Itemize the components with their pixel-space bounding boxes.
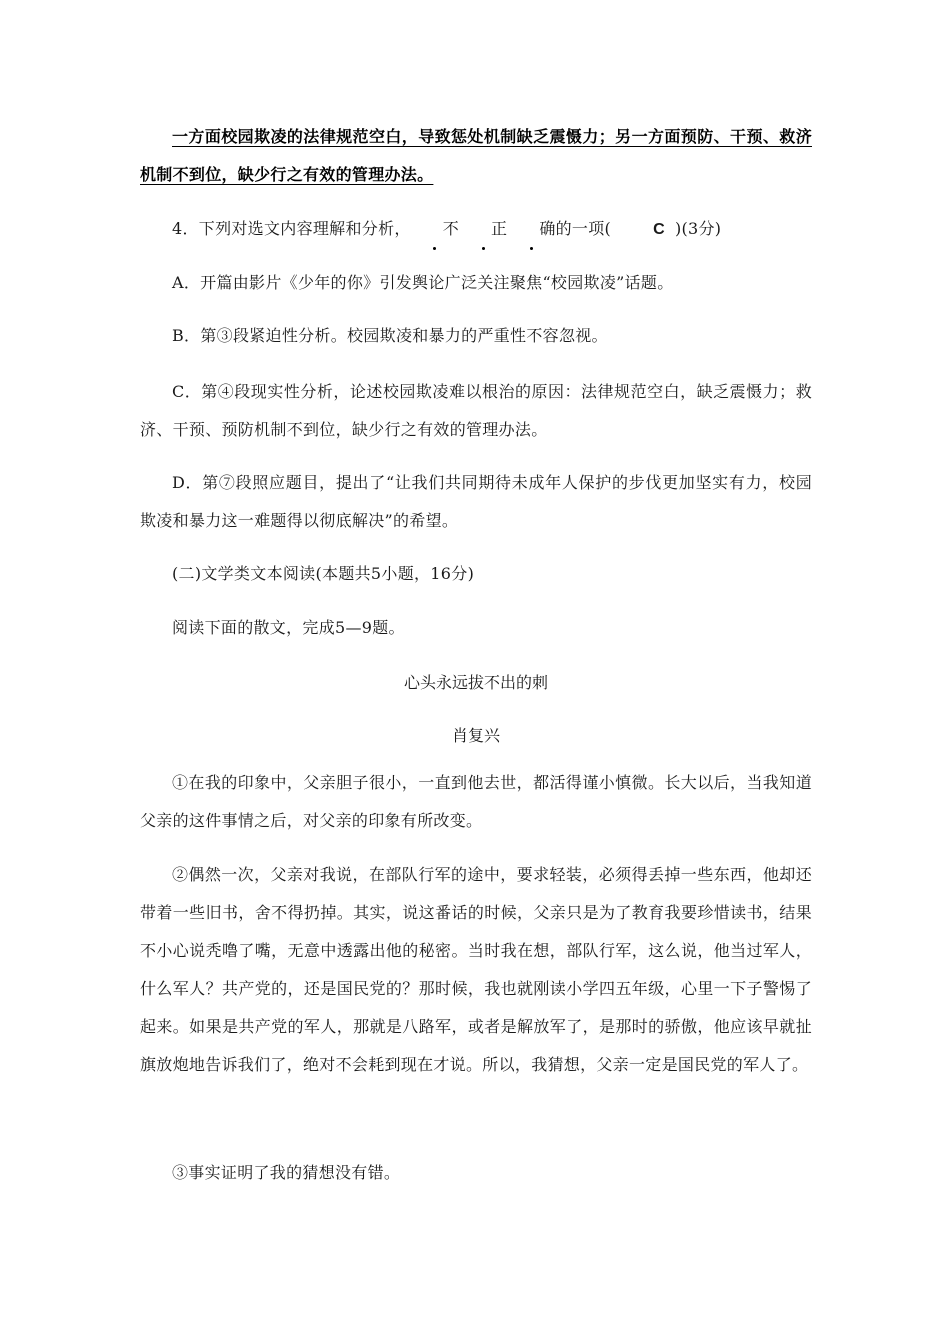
reading-instruction: 阅读下面的散文，完成5—9题。 xyxy=(172,618,405,637)
question-4-middle: 的一项( xyxy=(555,219,612,238)
question-4 xyxy=(140,210,812,249)
question-4-suffix: )(3分) xyxy=(674,219,722,238)
emphasis-char-1: 不 xyxy=(411,210,459,248)
option-c: C．第④段现实性分析，论述校园欺凌难以根治的原因：法律规范空白，缺乏震慑力；救济、干预、预防机制不到位，缺少行之有效的管理办法。 xyxy=(140,382,812,439)
answer-choice: C xyxy=(653,221,665,238)
essay-paragraph-3: ③事实证明了我的猜想没有错。 xyxy=(172,1163,401,1182)
section-heading: (二)文学类文本阅读(本题共5小题，16分) xyxy=(172,564,475,583)
answer-paragraph: 一方面校园欺凌的法律规范空白，导致惩处机制缺乏震慑力；另一方面预防、干预、救济机制不到位，缺少行之有效的管理办法。 xyxy=(140,127,812,184)
essay-author: 肖复兴 xyxy=(451,726,500,745)
essay-paragraph-1: ①在我的印象中，父亲胆子很小，一直到他去世，都活得谨小慎微。长大以后，当我知道父亲的这件事情之后，对父亲的印象有所改变。 xyxy=(140,773,812,830)
option-d: D．第⑦段照应题目，提出了“让我们共同期待未成年人保护的步伐更加坚实有力，校园欺凌和暴力这一难题得以彻底解决”的希望。 xyxy=(140,473,812,530)
emphasis-char-3: 确 xyxy=(507,210,555,248)
option-a: A．开篇由影片《少年的你》引发舆论广泛关注聚焦“校园欺凌”话题。 xyxy=(172,273,674,292)
emphasis-char-2: 正 xyxy=(459,210,507,248)
essay-paragraph-2: ②偶然一次，父亲对我说，在部队行军的途中，要求轻装，必须得丢掉一些东西，他却还带着一些旧书，舍不得扔掉。其实，说这番话的时候，父亲只是为了教育我要珍惜读书，结果不小心说秃噜了嘴，无意中透露出他的秘密。当时我在想，部队行军，这么说，他当过军人，什么军人？共产党的，还是国民党的？那时候，我也就刚读小学四五年级，心里一下子警惕了起来。如果是共产党的军人，那就是八路军，或者是解放军了，是那时的骄傲，他应该早就扯旗放炮地告诉我们了，绝对不会耗到现在才说。所以，我猜想，父亲一定是国民党的军人了。 xyxy=(140,865,812,1074)
question-4-prefix: 4．下列对选文内容理解和分析， xyxy=(172,219,411,238)
option-b: B．第③段紧迫性分析。校园欺凌和暴力的严重性不容忽视。 xyxy=(172,326,608,345)
essay-title: 心头永远拔不出的刺 xyxy=(403,673,548,692)
